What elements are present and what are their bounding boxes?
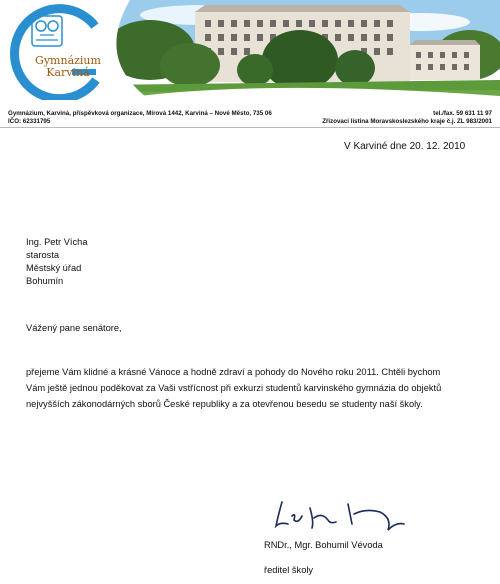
signer-role: ředitel školy — [264, 565, 314, 575]
logo-text — [8, 55, 128, 79]
logo-line2: Karviná — [46, 66, 90, 79]
header-divider — [0, 127, 500, 128]
school-charter: Zřizovací listina Moravskoslezského kraje č.j. ZL 983/2001 — [322, 118, 492, 125]
greeting: Vážený pane senátore, — [26, 323, 122, 333]
school-ico: IČO: 62331795 — [8, 118, 51, 125]
logo-line1: Gymnázium — [35, 54, 101, 67]
school-phone: tel./fax. 59 631 11 97 — [433, 110, 492, 117]
school-info-left — [8, 110, 272, 126]
handwritten-signature — [270, 494, 420, 534]
recipient-line: Městský úřad — [26, 263, 82, 273]
signer-name: RNDr., Mgr. Bohumil Vévoda — [264, 540, 383, 550]
recipient-line: Bohumín — [26, 276, 64, 286]
body-line: přejeme Vám klidné a krásné Vánoce a hodně zdraví a pohody do Nového roku 2011. Chtěli bychom — [26, 367, 441, 377]
school-info-right — [322, 110, 492, 126]
recipient-line: Ing. Petr Vícha — [26, 237, 88, 247]
school-address: Gymnázium, Karviná, příspěvková organizace, Mírová 1442, Karviná – Nové Město, 735 06 — [8, 110, 272, 117]
letterhead — [0, 0, 500, 100]
body-line: Vám ještě jednou poděkovat za Vaši vstřícnost při exkurzi studentů karvinského gymnázia do objektů — [26, 383, 442, 393]
letter-date: V Karviné dne 20. 12. 2010 — [344, 141, 466, 152]
letter-body — [26, 364, 496, 412]
body-line: nejvyšších zákonodárných sborů České republiky a za otevřenou besedu se studenty naší školy. — [26, 399, 423, 409]
recipient-address — [26, 236, 88, 288]
recipient-line: starosta — [26, 250, 60, 260]
school-building-photo — [0, 0, 500, 100]
